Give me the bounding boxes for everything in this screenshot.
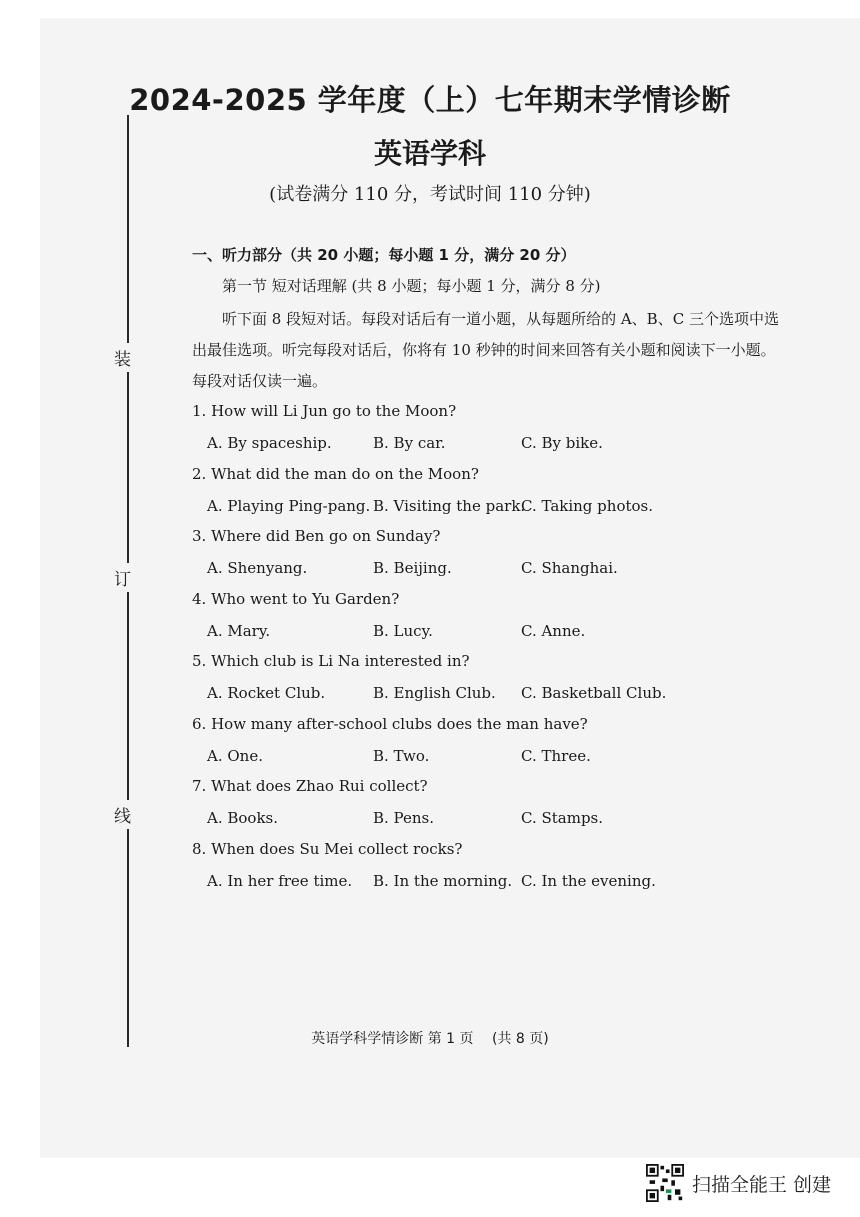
question-item [192,773,792,836]
binding-char-ding: 订 [114,563,131,592]
question-stem: 3. Where did Ben go on Sunday? [192,527,441,545]
question-item [192,523,792,586]
scanner-watermark [646,1164,831,1202]
option-a: A. In her free time. [207,871,353,890]
binding-char-zhuang: 装 [114,343,131,372]
option-b: B. In the morning. [373,871,513,890]
option-b: B. By car. [373,434,446,452]
question-stem: 1. How will Li Jun go to the Moon? [192,402,457,420]
option-c: C. Stamps. [521,809,604,827]
question-item [192,648,792,711]
option-a: A. Mary. [207,621,271,640]
footer-total-pages: (共 8 页) [491,1031,549,1047]
exam-title: 2024-2025 学年度（上）七年期末学情诊断 [129,83,731,117]
option-c: C. Shanghai. [521,559,618,577]
instructions: 听下面 8 段短对话。每段对话后有一道小题，从每题所给的 A、B、C 三个选项中选出最佳选项。听完每段对话后，你将有 10 秒钟的时间来回答有关小题和阅读下一小题。每段对话仅读一遍。 [192,310,779,390]
question-stem: 7. What does Zhao Rui collect? [192,777,428,795]
option-c: C. Three. [521,746,591,765]
option-b: B. Pens. [373,809,434,827]
question-item [192,586,792,649]
question-stem: 8. When does Su Mei collect rocks? [192,839,463,858]
option-c: C. Anne. [521,621,586,640]
option-a: A. Books. [207,809,279,827]
question-stem: 5. Which club is Li Na interested in? [192,652,470,670]
question-item [192,461,792,524]
exam-note: (试卷满分 110 分，考试时间 110 分钟) [269,184,591,205]
option-b: B. Visiting the park. [373,496,526,515]
footer-page-label: 英语学科学情诊断 第 1 页 [311,1031,474,1047]
question-item [192,398,792,461]
option-b: B. Lucy. [373,621,433,640]
question-stem: 4. Who went to Yu Garden? [192,589,400,608]
option-a: A. Playing Ping-pang. [207,496,371,515]
question-stem: 2. What did the man do on the Moon? [192,464,479,483]
option-b: B. Beijing. [373,559,452,577]
option-c: C. Taking photos. [521,496,653,515]
option-c: C. By bike. [521,434,603,452]
option-b: B. Two. [373,746,430,765]
part-heading: 第一节 短对话理解 (共 8 小题；每小题 1 分，满分 8 分) [222,277,601,295]
qr-code-icon [646,1164,684,1202]
option-a: A. One. [207,746,263,765]
binding-char-xian: 线 [114,800,131,829]
question-item [192,836,792,899]
question-list [192,398,792,898]
question-item [192,711,792,774]
page-footer [0,1028,860,1048]
subject-title: 英语学科 [373,137,486,170]
option-b: B. English Club. [373,684,496,702]
option-a: A. By spaceship. [207,434,332,452]
option-a: A. Shenyang. [207,559,308,577]
section-heading: 一、听力部分（共 20 小题；每小题 1 分，满分 20 分） [192,246,576,264]
option-a: A. Rocket Club. [207,684,326,702]
watermark-text: 扫描全能王 创建 [692,1173,832,1196]
option-c: C. Basketball Club. [521,684,667,702]
option-c: C. In the evening. [521,871,656,890]
question-stem: 6. How many after-school clubs does the man have? [192,714,588,733]
